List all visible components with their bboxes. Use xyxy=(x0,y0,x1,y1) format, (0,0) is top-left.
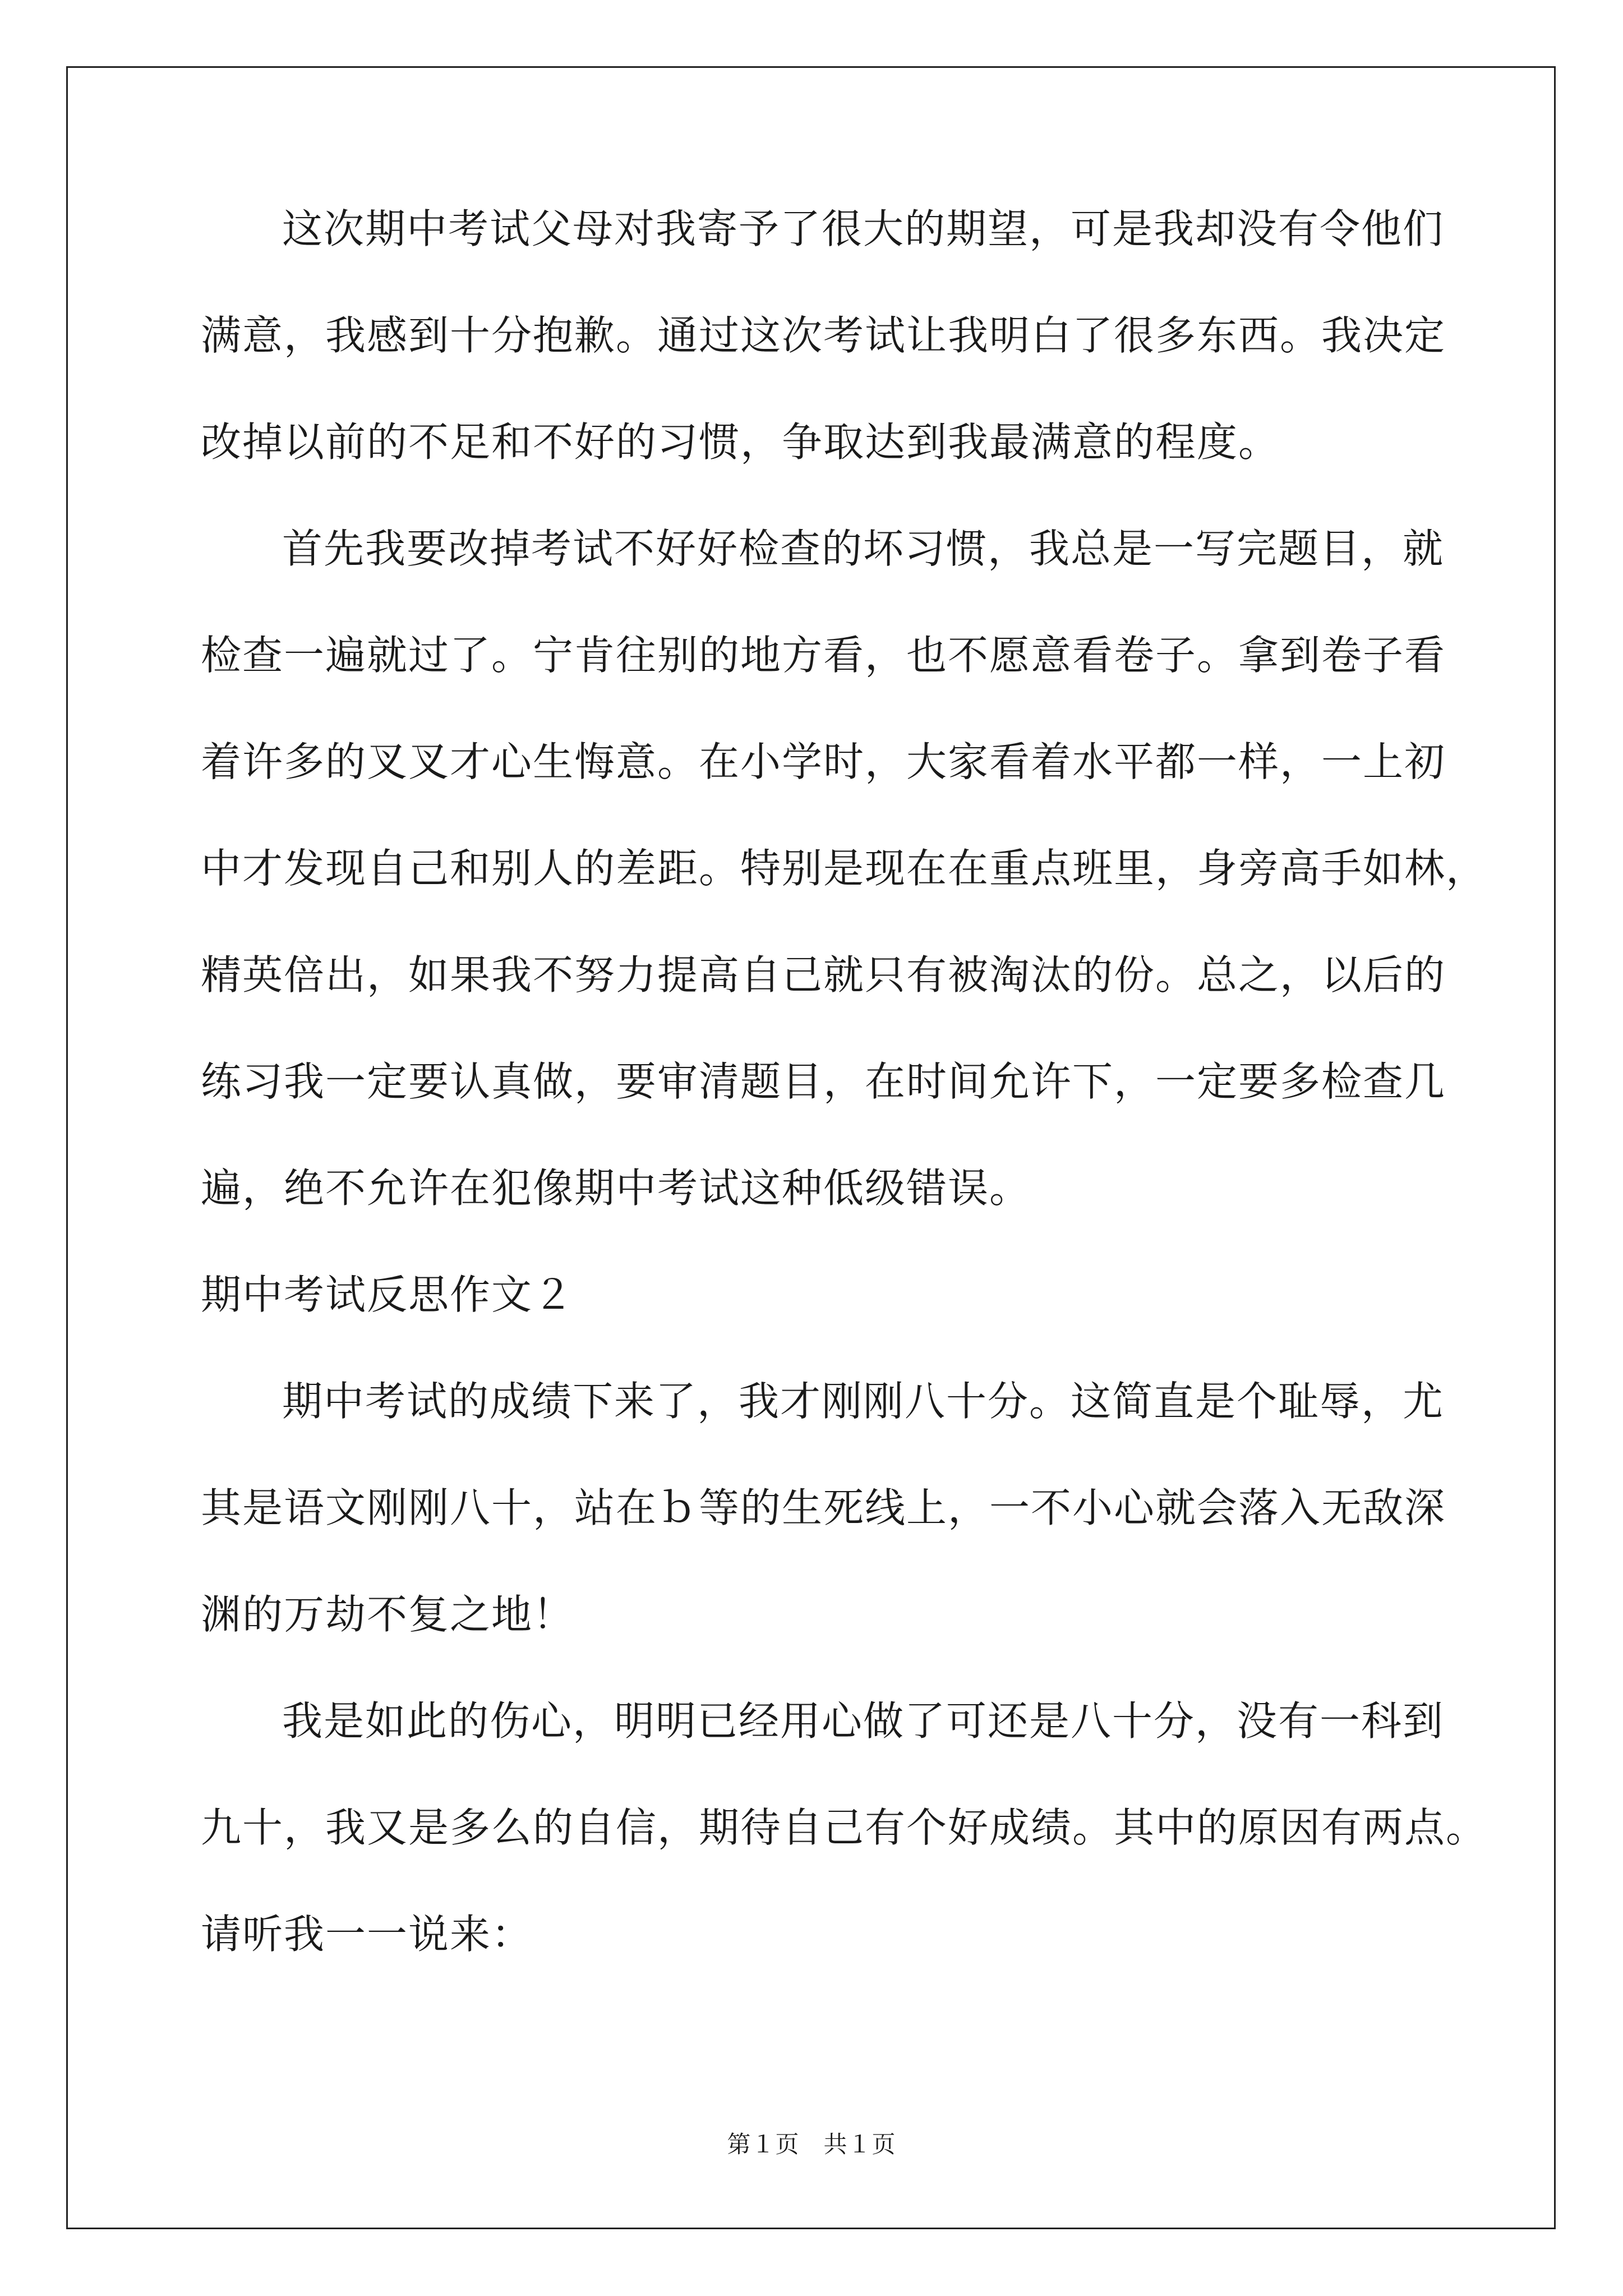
paragraph-line: 其是语文刚刚八十，站在ｂ等的生死线上，一不小心就会落入无敌深 xyxy=(201,1484,1446,1531)
paragraph-line: 检查一遍就过了。宁肯往别的地方看，也不愿意看卷子。拿到卷子看 xyxy=(201,632,1446,679)
paragraph-line: 渊的万劫不复之地！ xyxy=(201,1591,575,1638)
paragraph-line: 改掉以前的不足和不好的习惯，争取达到我最满意的程度。 xyxy=(201,418,1280,466)
paragraph-line: 这次期中考试父母对我寄予了很大的期望，可是我却没有令他们 xyxy=(282,205,1445,252)
paragraph-line: 练习我一定要认真做，要审清题目，在时间允许下，一定要多检查几 xyxy=(201,1058,1446,1105)
document-body xyxy=(201,202,1488,2014)
paragraph-line: 精英倍出，如果我不努力提高自己就只有被淘汰的份。总之，以后的 xyxy=(201,951,1446,999)
section-heading: 期中考试反思作文２ xyxy=(201,1271,575,1318)
paragraph-line: 遍，绝不允许在犯像期中考试这种低级错误。 xyxy=(201,1165,1031,1212)
paragraph-line: 九十，我又是多么的自信，期待自己有个好成绩。其中的原因有两点。 xyxy=(201,1804,1488,1851)
page-number-footer: 第１页 共１页 xyxy=(727,2131,896,2158)
paragraph-line: 我是如此的伤心，明明已经用心做了可还是八十分，没有一科到 xyxy=(282,1697,1445,1745)
paragraph-line: 中才发现自己和别人的差距。特别是现在在重点班里，身旁高手如林， xyxy=(201,845,1488,892)
paragraph-line: 首先我要改掉考试不好好检查的坏习惯，我总是一写完题目，就 xyxy=(282,525,1445,572)
paragraph-line: 请听我一一说来： xyxy=(201,1911,533,1958)
paragraph-line: 期中考试的成绩下来了，我才刚刚八十分。这简直是个耻辱，尤 xyxy=(282,1378,1445,1425)
paragraph-line: 满意，我感到十分抱歉。通过这次考试让我明白了很多东西。我决定 xyxy=(201,312,1446,359)
paragraph-line: 着许多的叉叉才心生悔意。在小学时，大家看着水平都一样，一上初 xyxy=(201,738,1446,785)
